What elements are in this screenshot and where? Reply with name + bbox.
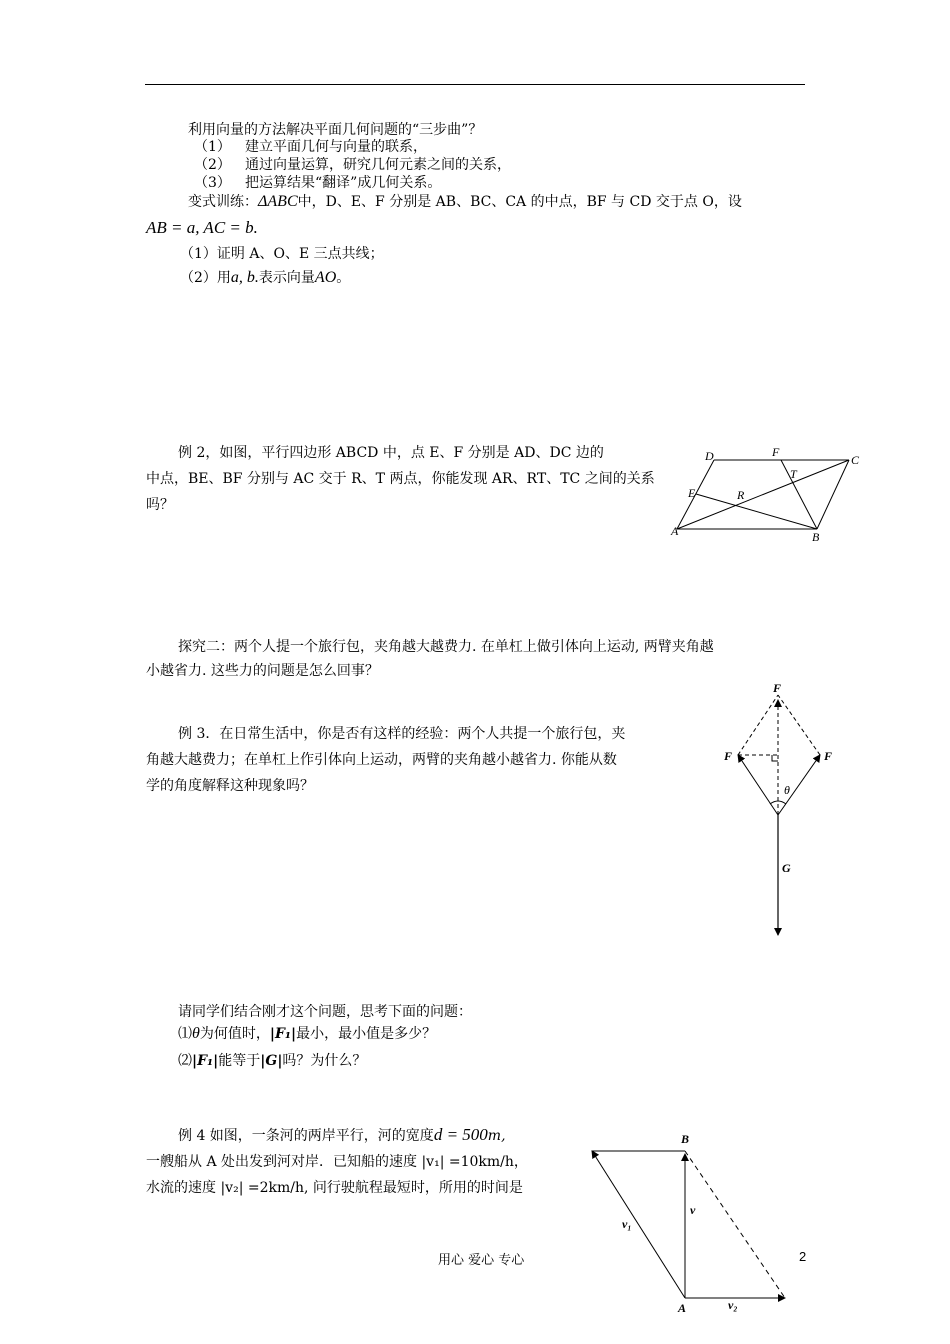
variant-line xyxy=(188,193,742,211)
diagonal-ac xyxy=(677,460,849,529)
variant-text: 中，D、E、F 分别是 AB、BC、CA 的中点，BF 与 CD 交于点 O，设 xyxy=(297,194,742,210)
label-f: F xyxy=(772,445,780,459)
side-ad xyxy=(677,460,714,529)
label-g: G xyxy=(782,861,791,875)
example4-line-2: 一艘船从 A 处出发到河对岸．已知船的速度 |v₁| =10km/h， xyxy=(146,1154,528,1170)
intro-heading: 利用向量的方法解决平面几何问题的“三步曲”？ xyxy=(188,122,483,138)
q1-prefix: ⑴ xyxy=(178,1026,192,1042)
explore2-line-1: 探究二：两个人提一个旅行包，夹角越大越费力. 在单杠上做引体向上运动, 两臂夹角越 xyxy=(178,639,714,655)
side-bc xyxy=(817,460,849,529)
q2-mid: 表示向量 xyxy=(258,270,315,286)
example2-line-3: 吗？ xyxy=(146,497,174,513)
q2-prefix-num: ⑵ xyxy=(178,1053,192,1069)
triangle-name: ΔABC xyxy=(258,193,298,210)
step-2-number: （2） xyxy=(194,157,231,173)
parallelogram-figure xyxy=(660,440,870,550)
step-1-text: 建立平面几何与向量的联系， xyxy=(245,139,427,155)
label-v2: v₂ xyxy=(728,1298,738,1312)
label-theta: θ xyxy=(784,783,790,797)
step-3-text: 把运算结果“翻译”成几何关系。 xyxy=(245,175,442,191)
force-diagram xyxy=(720,680,840,942)
q2-vector: AO xyxy=(314,269,337,286)
label-r: R xyxy=(737,488,745,502)
example3-line-1: 例 3．在日常生活中，你是否有这样的经验：两个人共提一个旅行包，夹 xyxy=(178,726,626,742)
q2-mid-text: 能等于 xyxy=(218,1053,261,1069)
question-1 xyxy=(178,1025,436,1043)
dashed-right-top xyxy=(778,695,820,755)
q1-mid: 为何值时， xyxy=(199,1026,270,1042)
vector-definition: AB = a, AC = b. xyxy=(146,218,258,237)
label-c: C xyxy=(851,453,860,467)
example3-line-2: 角越大越费力；在单杠上作引体向上运动，两臂的夹角越小越省力. 你能从数 xyxy=(146,752,617,768)
label-left-f: F xyxy=(724,749,733,763)
q1-end: 最小，最小值是多少？ xyxy=(296,1026,437,1042)
explore2-line-2: 小越省力. 这些力的问题是怎么回事？ xyxy=(146,663,379,679)
width-expression: d = 500 xyxy=(433,1125,488,1144)
river-velocity-diagram xyxy=(580,1128,805,1313)
questions-intro: 请同学们结合刚才这个问题，思考下面的问题： xyxy=(178,1004,472,1020)
label-right-f: F xyxy=(824,749,833,763)
label-a: A xyxy=(678,1301,687,1315)
variant-label: 变式训练： xyxy=(188,194,258,210)
label-b: B xyxy=(681,1132,690,1146)
variant-question-2 xyxy=(180,269,350,287)
q1-abs: |F₁| xyxy=(269,1026,297,1042)
label-t: T xyxy=(790,467,797,481)
label-v: v xyxy=(690,1203,696,1217)
q2-end-text: 吗？为什么？ xyxy=(282,1053,367,1069)
segment-bf xyxy=(781,460,817,529)
label-a: A xyxy=(671,524,679,538)
variant-question-1: （1）证明 A、O、E 三点共线； xyxy=(180,246,384,262)
example2-line-2: 中点，BE、BF 分别与 AC 交于 R、T 两点，你能发现 AR、RT、TC 之间的关系 xyxy=(146,471,655,487)
step-1-number: （1） xyxy=(194,139,231,155)
step-3-number: （3） xyxy=(194,175,231,191)
segment-be xyxy=(696,494,817,529)
example2-line-1: 例 2，如图，平行四边形 ABCD 中，点 E、F 分别是 AD、DC 边的 xyxy=(178,445,604,461)
q2-end: 。 xyxy=(336,270,351,286)
example3-line-3: 学的角度解释这种现象吗？ xyxy=(146,778,314,794)
dashed-diagonal xyxy=(685,1151,785,1298)
angle-arc xyxy=(770,801,786,804)
q2-prefix: （2）用 xyxy=(180,270,231,286)
label-e: E xyxy=(688,486,696,500)
width-unit: m, xyxy=(487,1128,506,1144)
vector-v1 xyxy=(592,1151,685,1298)
label-top-f: F xyxy=(773,681,782,695)
page-number: 2 xyxy=(799,1249,807,1264)
label-b: B xyxy=(812,530,820,544)
footer-text: 用心 爱心 专心 xyxy=(438,1253,525,1268)
label-d: D xyxy=(705,449,714,463)
q2-vars: a, b. xyxy=(230,269,259,286)
label-v1: v₁ xyxy=(622,1217,632,1231)
example4-prefix: 例 4 如图，一条河的两岸平行，河的宽度 xyxy=(178,1128,434,1144)
step-2-text: 通过向量运算，研究几何元素之间的关系， xyxy=(245,157,511,173)
dashed-left-top xyxy=(738,695,778,755)
right-angle-mark xyxy=(772,755,778,761)
question-2 xyxy=(178,1052,366,1070)
q2-abs-f: |F₁| xyxy=(192,1053,219,1069)
example4-line-1 xyxy=(178,1126,506,1145)
left-force-arrow xyxy=(738,755,778,815)
q2-abs-g: |G| xyxy=(260,1053,283,1069)
q1-theta: θ xyxy=(192,1025,200,1042)
example4-line-3: 水流的速度 |v₂| =2km/h, 问行驶航程最短时，所用的时间是 xyxy=(146,1180,523,1196)
header-rule xyxy=(145,84,805,85)
